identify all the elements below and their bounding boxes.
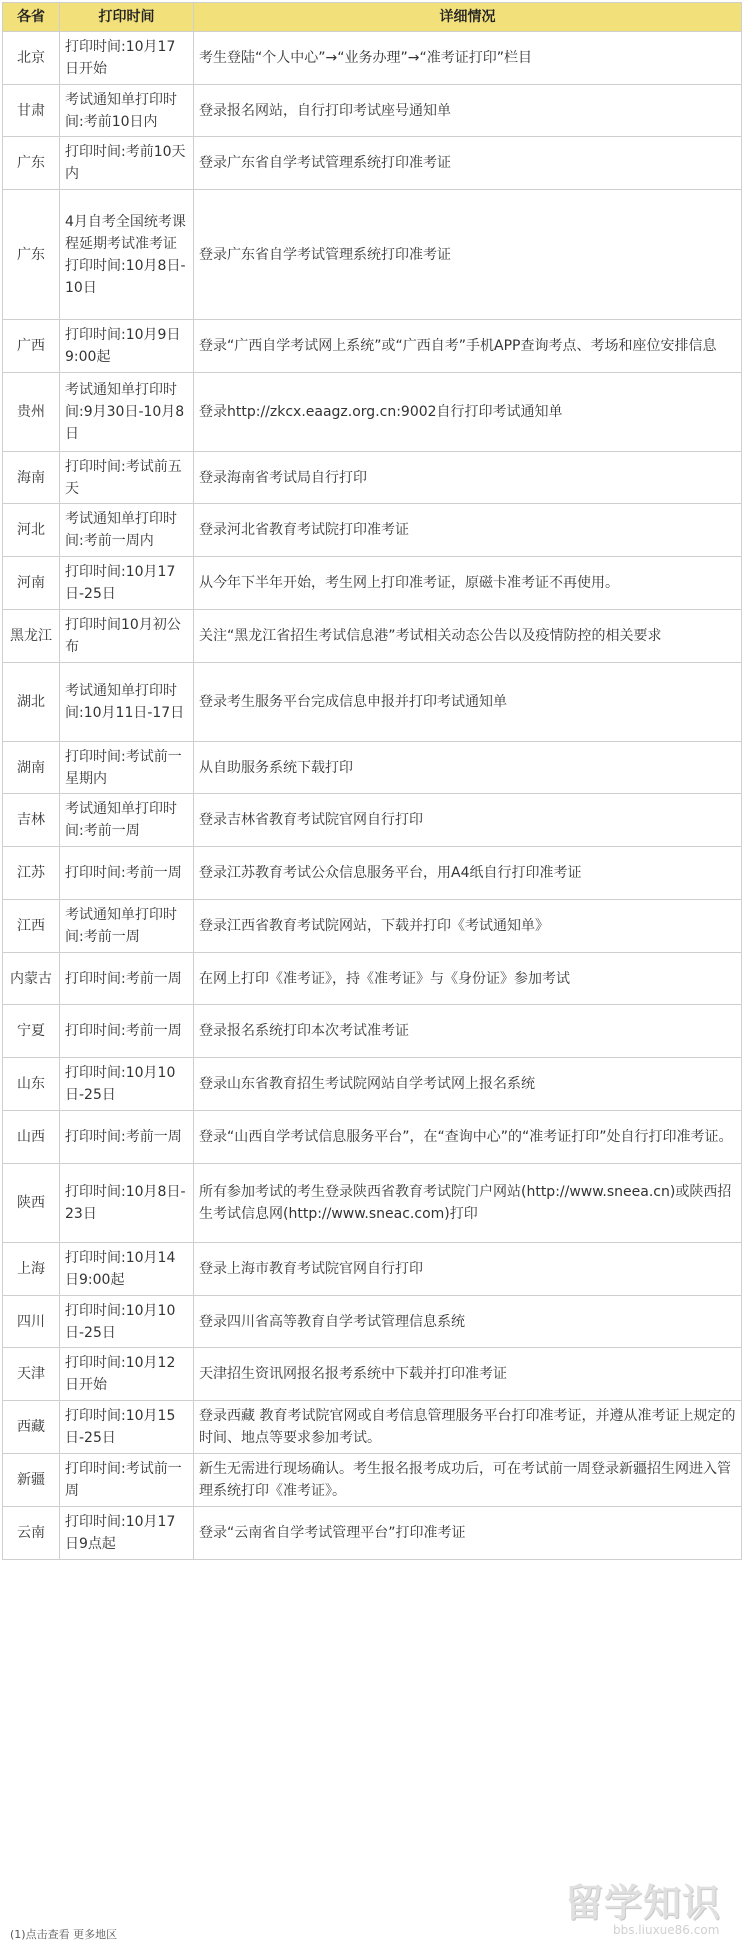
print-time-cell: 打印时间:考试前一星期内	[60, 742, 194, 794]
province-cell: 甘肃	[3, 85, 60, 137]
table-row	[3, 1348, 742, 1401]
print-time-cell: 打印时间:10月10日-25日	[60, 1296, 194, 1348]
print-time-cell: 打印时间:10月8日-23日	[60, 1164, 194, 1243]
province-cell: 山西	[3, 1111, 60, 1164]
detail-cell: 登录河北省教育考试院打印准考证	[194, 504, 742, 557]
table-row	[3, 663, 742, 742]
province-cell: 江苏	[3, 847, 60, 900]
print-time-cell: 打印时间:考试前五天	[60, 452, 194, 504]
detail-cell: 登录海南省考试局自行打印	[194, 452, 742, 504]
detail-cell: 登录“山西自学考试信息服务平台”，在“查询中心”的“准考证打印”处自行打印准考证。	[194, 1111, 742, 1164]
detail-cell: 登录江西省教育考试院网站，下载并打印《考试通知单》	[194, 900, 742, 953]
print-time-cell: 考试通知单打印时间:考前一周	[60, 900, 194, 953]
print-time-cell: 考试通知单打印时间:考前一周内	[60, 504, 194, 557]
table-body	[3, 32, 742, 1560]
print-time-cell: 考试通知单打印时间:考前10日内	[60, 85, 194, 137]
footer-note[interactable]: (1)点击查看 更多地区	[10, 1928, 118, 1941]
print-time-cell: 打印时间:10月17日-25日	[60, 557, 194, 610]
province-cell: 北京	[3, 32, 60, 85]
print-time-cell: 考试通知单打印时间:考前一周	[60, 794, 194, 847]
province-cell: 海南	[3, 452, 60, 504]
table-row	[3, 1111, 742, 1164]
province-cell: 江西	[3, 900, 60, 953]
print-time-cell: 打印时间:考前一周	[60, 1005, 194, 1058]
table-row	[3, 610, 742, 663]
detail-cell: 关注“黑龙江省招生考试信息港”考试相关动态公告以及疫情防控的相关要求	[194, 610, 742, 663]
detail-cell: 登录江苏教育考试公众信息服务平台，用A4纸自行打印准考证	[194, 847, 742, 900]
header-print-time: 打印时间	[60, 3, 194, 32]
province-cell: 黑龙江	[3, 610, 60, 663]
detail-cell: 在网上打印《准考证》，持《准考证》与《身份证》参加考试	[194, 953, 742, 1005]
province-cell: 贵州	[3, 373, 60, 452]
table-row	[3, 320, 742, 373]
print-time-cell: 打印时间:10月12日开始	[60, 1348, 194, 1401]
detail-cell: 登录吉林省教育考试院官网自行打印	[194, 794, 742, 847]
detail-cell: 登录“广西自学考试网上系统”或“广西自考”手机APP查询考点、考场和座位安排信息	[194, 320, 742, 373]
table-row	[3, 742, 742, 794]
province-cell: 天津	[3, 1348, 60, 1401]
table-header	[3, 3, 742, 32]
print-time-cell: 打印时间:10月17日开始	[60, 32, 194, 85]
province-cell: 四川	[3, 1296, 60, 1348]
province-cell: 山东	[3, 1058, 60, 1111]
table-row	[3, 1243, 742, 1296]
province-cell: 湖北	[3, 663, 60, 742]
header-row	[3, 3, 742, 32]
detail-cell: 从今年下半年开始，考生网上打印准考证，原磁卡准考证不再使用。	[194, 557, 742, 610]
detail-cell: 登录广东省自学考试管理系统打印准考证	[194, 137, 742, 190]
header-province: 各省	[3, 3, 60, 32]
province-cell: 广东	[3, 137, 60, 190]
watermark-url: bbs.liuxue86.com	[613, 1923, 720, 1937]
table-row	[3, 1507, 742, 1560]
table-row	[3, 373, 742, 452]
header-details: 详细情况	[194, 3, 742, 32]
table-row	[3, 1058, 742, 1111]
table-row	[3, 190, 742, 320]
exam-ticket-table	[2, 2, 742, 1560]
table-row	[3, 847, 742, 900]
province-cell: 广东	[3, 190, 60, 320]
watermark-brand: 留学知识	[565, 1881, 722, 1925]
province-cell: 云南	[3, 1507, 60, 1560]
table-row	[3, 137, 742, 190]
detail-cell: 登录四川省高等教育自学考试管理信息系统	[194, 1296, 742, 1348]
detail-cell: 登录上海市教育考试院官网自行打印	[194, 1243, 742, 1296]
detail-cell: 登录考生服务平台完成信息申报并打印考试通知单	[194, 663, 742, 742]
detail-cell: 登录报名网站，自行打印考试座号通知单	[194, 85, 742, 137]
table-row	[3, 452, 742, 504]
detail-cell: 登录http://zkcx.eaagz.org.cn:9002自行打印考试通知单	[194, 373, 742, 452]
detail-cell: 登录西藏 教育考试院官网或自考信息管理服务平台打印准考证，并遵从准考证上规定的时间、地点等要求参加考试。	[194, 1401, 742, 1454]
detail-cell: 登录山东省教育招生考试院网站自学考试网上报名系统	[194, 1058, 742, 1111]
print-time-cell: 打印时间:10月15日-25日	[60, 1401, 194, 1454]
detail-cell: 新生无需进行现场确认。考生报名报考成功后，可在考试前一周登录新疆招生网进入管理系统打印《准考证》。	[194, 1454, 742, 1507]
province-cell: 河北	[3, 504, 60, 557]
print-time-cell: 打印时间:考前10天内	[60, 137, 194, 190]
table-row	[3, 85, 742, 137]
province-cell: 吉林	[3, 794, 60, 847]
province-cell: 宁夏	[3, 1005, 60, 1058]
table-row	[3, 1454, 742, 1507]
province-cell: 上海	[3, 1243, 60, 1296]
watermark-logo	[565, 1872, 735, 1938]
province-cell: 陕西	[3, 1164, 60, 1243]
detail-cell: 登录“云南省自学考试管理平台”打印准考证	[194, 1507, 742, 1560]
table-row	[3, 1164, 742, 1243]
print-time-cell: 考试通知单打印时间:9月30日-10月8日	[60, 373, 194, 452]
detail-cell: 所有参加考试的考生登录陕西省教育考试院门户网站(http://www.sneea.cn)或陕西招生考试信息网(http://www.sneac.com)打印	[194, 1164, 742, 1243]
province-cell: 湖南	[3, 742, 60, 794]
table-row	[3, 953, 742, 1005]
table-row	[3, 1401, 742, 1454]
table-row	[3, 1005, 742, 1058]
print-time-cell: 打印时间:考前一周	[60, 847, 194, 900]
print-time-cell: 打印时间:考前一周	[60, 1111, 194, 1164]
province-cell: 广西	[3, 320, 60, 373]
province-cell: 西藏	[3, 1401, 60, 1454]
table-row	[3, 794, 742, 847]
province-cell: 河南	[3, 557, 60, 610]
print-time-cell: 打印时间:10月17日9点起	[60, 1507, 194, 1560]
print-time-cell: 4月自考全国统考课程延期考试准考证打印时间:10月8日-10日	[60, 190, 194, 320]
table-row	[3, 32, 742, 85]
print-time-cell: 打印时间:考前一周	[60, 953, 194, 1005]
detail-cell: 考生登陆“个人中心”→“业务办理”→“准考证打印”栏目	[194, 32, 742, 85]
table-row	[3, 557, 742, 610]
print-time-cell: 考试通知单打印时间:10月11日-17日	[60, 663, 194, 742]
print-time-cell: 打印时间:10月14日9:00起	[60, 1243, 194, 1296]
province-cell: 内蒙古	[3, 953, 60, 1005]
print-time-cell: 打印时间:考试前一周	[60, 1454, 194, 1507]
detail-cell: 天津招生资讯网报名报考系统中下载并打印准考证	[194, 1348, 742, 1401]
detail-cell: 登录广东省自学考试管理系统打印准考证	[194, 190, 742, 320]
print-time-cell: 打印时间:10月10日-25日	[60, 1058, 194, 1111]
table-row	[3, 504, 742, 557]
province-cell: 新疆	[3, 1454, 60, 1507]
detail-cell: 从自助服务系统下载打印	[194, 742, 742, 794]
table-row	[3, 900, 742, 953]
print-time-cell: 打印时间10月初公布	[60, 610, 194, 663]
print-time-cell: 打印时间:10月9日9:00起	[60, 320, 194, 373]
detail-cell: 登录报名系统打印本次考试准考证	[194, 1005, 742, 1058]
table-row	[3, 1296, 742, 1348]
